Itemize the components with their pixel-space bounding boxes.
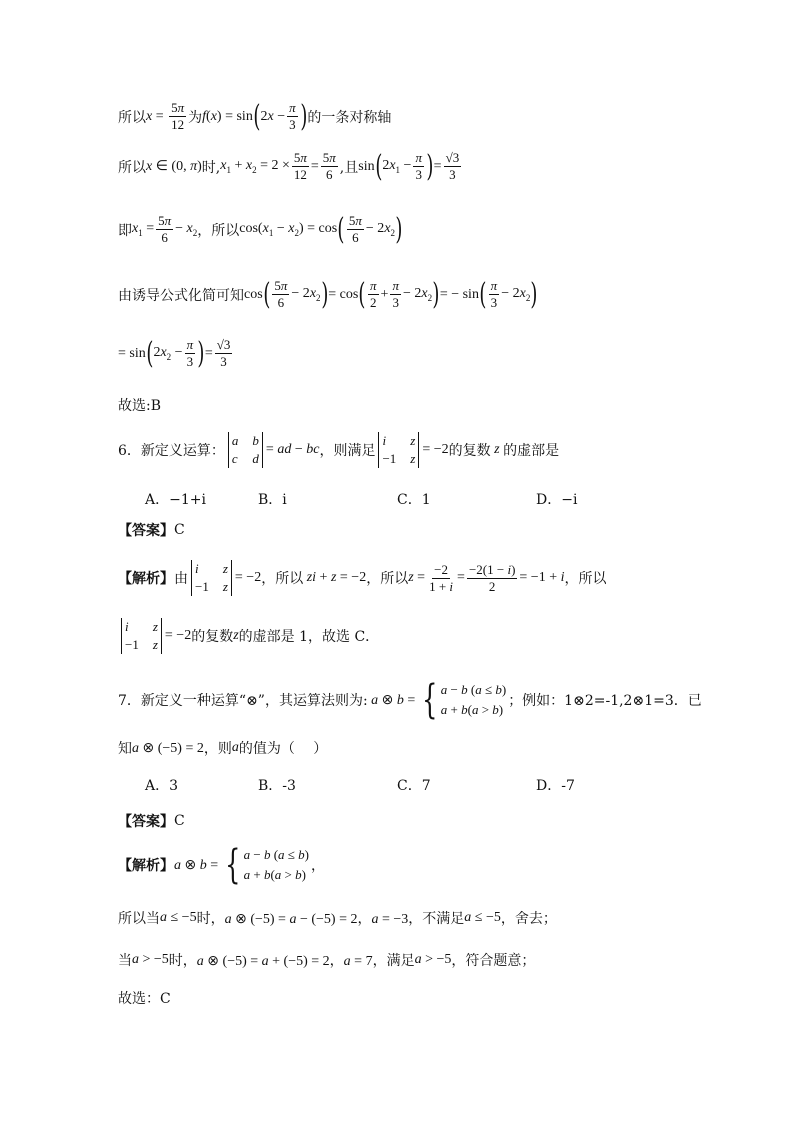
q6-option-a[interactable]: A．−1+i: [145, 492, 206, 508]
q7-answer: 【答案】 C: [118, 813, 185, 830]
q6-option-b[interactable]: B．i: [258, 492, 287, 508]
piecewise: { a − b (a ≤ b) a + b(a > b): [422, 677, 507, 723]
q7-case-1: 所以当 a ≤ −5 时， a ⊗ (−5) = a − (−5) = 2，a = −3 ，不满足 a ≤ −5 ，舍去；: [118, 910, 557, 927]
determinant: a b c d: [228, 432, 263, 468]
q7-option-a[interactable]: A．3: [145, 778, 179, 794]
q7-stem: 7．新定义一种运算“⊗”，其运算法则为: a ⊗ b = { a − b (a ≤ b) a + b(a > b) ；例如：1⊗2=-1,2⊗1=3．已: [118, 677, 702, 723]
q6-option-d[interactable]: D．−i: [536, 492, 578, 508]
choice-b-line: 故选:B: [118, 398, 162, 414]
q6-answer: 【答案】 C: [118, 522, 185, 539]
line-result: = sin ( $2x_2$ − $\frac{\pi}{3}$ ) = $\frac{√3}{3}$: [118, 335, 231, 371]
text: 的一条对称轴: [307, 109, 392, 126]
q6-analysis: 【解析】 由 i z −1 z = −2 ，所以 zi + z = −2 ，所以 z = $\frac{-2}{1 + i}$ = $\frac{-2(1 - i)}{2}$ = −1 + i ，所以: [118, 561, 607, 594]
fraction: $\frac{5\pi}{12}$: [171, 100, 185, 132]
line-induction: 由诱导公式化简可知 cos ( $\frac{5\pi}{6}$ − $2x_2$ ) = cos ( $\frac{\pi}{2}$ + $\frac{\pi}{3}$ − $2x_2$ ) = − sin ( $\frac{\pi}{3}$ − $2x_2$ ): [118, 276, 538, 312]
q7-option-c[interactable]: C．7: [397, 778, 431, 794]
determinant: i z −1 z: [378, 432, 419, 468]
text: 为: [188, 109, 203, 126]
q7-final: 故选：C: [118, 991, 171, 1007]
text: 所以: [118, 109, 146, 126]
q6-analysis-2: i z −1 z = −2 的复数 z 的虚部是 1，故选 C．: [118, 618, 379, 654]
line-x1: 即 $x_1$ = $\frac{5\pi}{6}$ − $x_2$ ，所以 $\cos(x_1 - x_2) = \cos$ ( $\frac{5\pi}{6}$ − $2x_2$ ): [118, 211, 403, 247]
line-axis-of-symmetry: 所以 x = $\frac{5\pi}{12}$ 为 f (x) = sin ( 2x − $\frac{\pi}{3}$ ) 的一条对称轴: [118, 98, 392, 134]
q7-stem-2: 知 a ⊗ (−5) = 2 ，则 a 的值为（ ）: [118, 740, 328, 757]
q6-option-c[interactable]: C．1: [397, 492, 431, 508]
line-interval: 所以 x ∈ (0, π) 时, $x_1 + x_2 = 2$ × $\frac{5\pi}{12}$ = $\frac{5\pi}{6}$ ,且 sin ( $2x_1$ − $\frac{\pi}{3}$ ) = $\frac{√3}{3}$: [118, 148, 460, 184]
q7-option-d[interactable]: D．-7: [536, 778, 575, 794]
q6-stem: 6．新定义运算： a b c d = ad − bc ，则满足 i z −1 z = −2 的复数 z 的虚部是: [118, 433, 560, 466]
q7-option-b[interactable]: B．-3: [258, 778, 296, 794]
q7-case-2: 当 a > −5 时， a ⊗ (−5) = a + (−5) = 2，a = 7 ，满足 a > −5 ，符合题意；: [118, 952, 536, 969]
q7-analysis: 【解析】 a ⊗ b = { a − b (a ≤ b) a + b(a > b) ，: [118, 842, 326, 888]
